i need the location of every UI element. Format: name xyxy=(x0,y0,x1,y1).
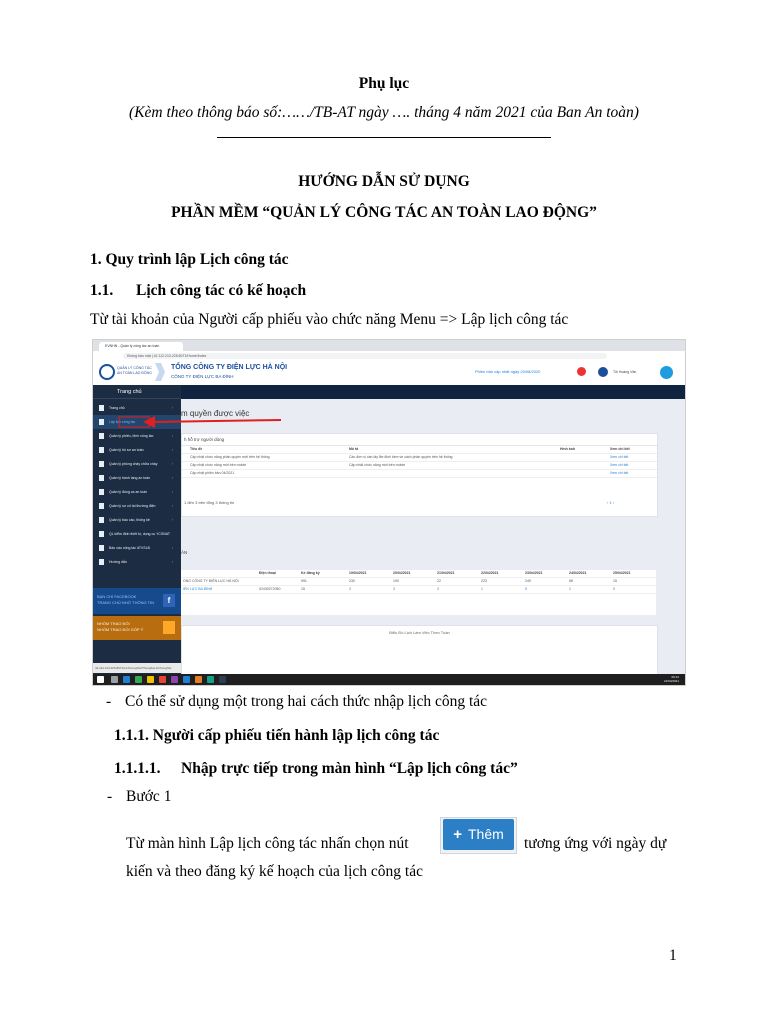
group-icon xyxy=(163,621,175,634)
user-avatar-icon xyxy=(598,367,608,377)
welcome-text: m quyền được việc xyxy=(181,409,250,418)
stats-table xyxy=(181,570,656,615)
sidebar-item-fire: Quản lý phòng cháy chữa cháy ‹ xyxy=(93,457,181,471)
sidebar-item-shift: Quản lý đúng ca an toàn ‹ xyxy=(93,485,181,499)
sidebar-item-reports: Quản lý báo cáo, thống kê ‹ xyxy=(93,513,181,527)
section-1-1-1-1-heading: Nhập trực tiếp trong màn hình “Lập lịch công tác” xyxy=(181,760,518,777)
sidebar-item-incidents: Quản lý sự cố tai thường điện ‹ xyxy=(93,499,181,513)
weekly-chart-title: Biểu Đồ Lịch Làm Việc Theo Tuần xyxy=(389,630,450,635)
sidebar-item-permits: Quản lý phiếu, lệnh công tác ‹ xyxy=(93,429,181,443)
appendix-subtitle: (Kèm theo thông báo số:……/TB-AT ngày …. tháng 4 năm 2021 của Ban An toàn) xyxy=(129,104,639,121)
company-name: TỔNG CÔNG TY ĐIỆN LỰC HÀ NỘI xyxy=(171,364,288,371)
table-row: Cập nhật chức năng mới trên mobie Cập nhật chức năng mới trên mobie Xem chi tiết xyxy=(182,462,657,470)
notification-bell-icon xyxy=(577,367,586,376)
windows-taskbar xyxy=(93,674,685,685)
guide-title-1: HƯỚNG DẪN SỬ DỤNG xyxy=(298,173,470,190)
facebook-text: BẠN CHÍ FACEBOOK TRANG CHỦ NHỜ THÔNG TIN xyxy=(97,594,155,605)
step-paragraph-start: Từ màn hình Lập lịch công tác nhấn chọn nút xyxy=(126,835,409,852)
taskbar-app-icon xyxy=(135,676,142,683)
taskbar-app-icon xyxy=(207,676,214,683)
table-row: Cập nhật phiên bản 04/2021 Xem chi tiết xyxy=(182,470,657,478)
sidebar-item-inspection: QL kiểm định thiết bị, dụng cụ YCSNAT xyxy=(93,527,181,541)
table-row: Cập nhật chức năng phân quyền mới trên hệ thống Các đơn vị cần lấy file định kèm về cách phân quyền trên hệ thống Xem chi tiết xyxy=(182,454,657,462)
sidebar-item-safety-records: Quản lý hồ sơ an toàn ‹ xyxy=(93,443,181,457)
section-1-1-1-1-number: 1.1.1.1. xyxy=(114,760,161,777)
table-pager: ‹ 1 › xyxy=(607,500,615,505)
support-panel-title: h hỗ trợ người dùng xyxy=(182,434,657,446)
step-label: Bước 1 xyxy=(126,788,172,805)
taskbar-app-icon xyxy=(147,676,154,683)
company-logo xyxy=(99,364,115,380)
section-1-1-heading: Lịch công tác có kế hoạch xyxy=(136,282,307,299)
taskbar-app-icon xyxy=(159,676,166,683)
logo-caption: QUẢN LÝ CÔNG TÁC AN TOÀN LAO ĐỘNG xyxy=(117,366,152,375)
sidebar-item-home: Trang chủ ‹ xyxy=(93,401,181,415)
bullet-text: Có thể sử dụng một trong hai cách thức nhập lịch công tác xyxy=(125,693,488,710)
group-banner xyxy=(93,616,181,640)
stats-row: IỆN LỰC BA ĐÌNH 02439272050 15 3 3 3 1 5 2 0 xyxy=(181,586,656,594)
taskbar-app-icon xyxy=(171,676,178,683)
user-name: Tôi Hoàng Văn xyxy=(613,370,637,374)
sidebar-item-help: Hướng dẫn ‹ xyxy=(93,555,181,569)
intro-paragraph: Từ tài khoản của Người cấp phiếu vào chức năng Menu => Lập lịch công tác xyxy=(90,311,569,328)
stats-row: ỔNG CÔNG TY ĐIỆN LỰC HÀ NỘI 991 230 190 22 223 249 68 15 xyxy=(181,578,656,586)
top-band xyxy=(181,385,685,399)
facebook-icon: f xyxy=(163,594,175,607)
table-showing-info: 1 đến 3 trên tổng 3 thông tin xyxy=(184,500,235,505)
support-panel xyxy=(181,433,658,517)
sidebar-title: Trang chủ xyxy=(93,385,181,399)
browser-status-url: 42.112.213.225:8071/LichCongTac/ThongKeLichCongTac xyxy=(93,663,181,673)
sidebar-item-atvsld: Báo cáo công tác ATVSLĐ ‹ xyxy=(93,541,181,555)
add-button-image xyxy=(440,817,517,854)
chevron-decoration xyxy=(155,363,165,381)
taskbar-app-icon xyxy=(195,676,202,683)
group-text: NHÓM TRAO ĐỔI NHÓM TRAO ĐỔI GÓP Ý xyxy=(97,621,144,632)
taskbar-clock: 09:12 21/04/2021 xyxy=(663,675,679,683)
app-screenshot xyxy=(92,339,686,686)
plus-icon: + xyxy=(453,826,462,843)
page-number: 1 xyxy=(669,947,677,964)
taskbar-app-icon xyxy=(123,676,130,683)
step-paragraph-line2: kiến và theo đăng ký kế hoạch của lịch công tác xyxy=(126,863,423,880)
section-1-1-number: 1.1. xyxy=(90,282,114,299)
browser-tab: EVNHN - Quản lý công tác an toàn xyxy=(99,342,183,351)
taskbar-app-icon xyxy=(219,676,226,683)
weekly-chart-panel xyxy=(181,625,658,676)
app-header xyxy=(93,361,685,386)
url-field: Không bảo mật | 42.112.213.225:8071/Home/Index xyxy=(123,353,607,359)
company-subname: CÔNG TY ĐIỆN LỰC BA ĐÌNH xyxy=(171,374,234,379)
section-1-1-1-heading: 1.1.1. Người cấp phiếu tiến hành lập lịch công tác xyxy=(114,727,440,744)
title-divider xyxy=(217,137,551,138)
table-header-row: Tiêu đề Mô tả Hình ảnh Xem chi tiết xyxy=(182,446,657,454)
guide-title-2: PHẦN MỀM “QUẢN LÝ CÔNG TÁC AN TOÀN LAO ĐỘNG” xyxy=(171,204,597,221)
sidebar xyxy=(93,385,181,674)
stats-label: ÂN xyxy=(181,550,188,555)
appendix-title: Phụ lục xyxy=(358,75,410,92)
sidebar-item-corridor: Quản lý hành lang an toàn ‹ xyxy=(93,471,181,485)
main-content xyxy=(181,385,685,674)
sidebar-item-schedule: Lập lịch công tác xyxy=(93,415,181,429)
chat-icon xyxy=(660,366,673,379)
add-button[interactable]: + Thêm xyxy=(443,819,514,850)
browser-tabbar xyxy=(93,340,685,351)
taskbar-app-icon xyxy=(183,676,190,683)
stats-area xyxy=(181,550,656,615)
taskbar-app-icon xyxy=(111,676,118,683)
step-paragraph-end: tương ứng với ngày dự xyxy=(524,835,667,852)
stats-header-row: Điện thoại Kế đăng ký 19/04/2021 20/04/2021 21/04/2021 22/04/2021 23/04/2021 24/04/2021 25/04/2021 xyxy=(181,570,656,578)
step-dash: - xyxy=(107,788,113,805)
section-1-heading: 1. Quy trình lập Lịch công tác xyxy=(90,251,289,268)
start-icon xyxy=(97,676,104,683)
facebook-banner xyxy=(93,588,181,614)
version-notice: Phiên bản cập nhật ngày 20/08/2020 xyxy=(475,369,541,374)
bullet-dash: - xyxy=(106,693,112,710)
